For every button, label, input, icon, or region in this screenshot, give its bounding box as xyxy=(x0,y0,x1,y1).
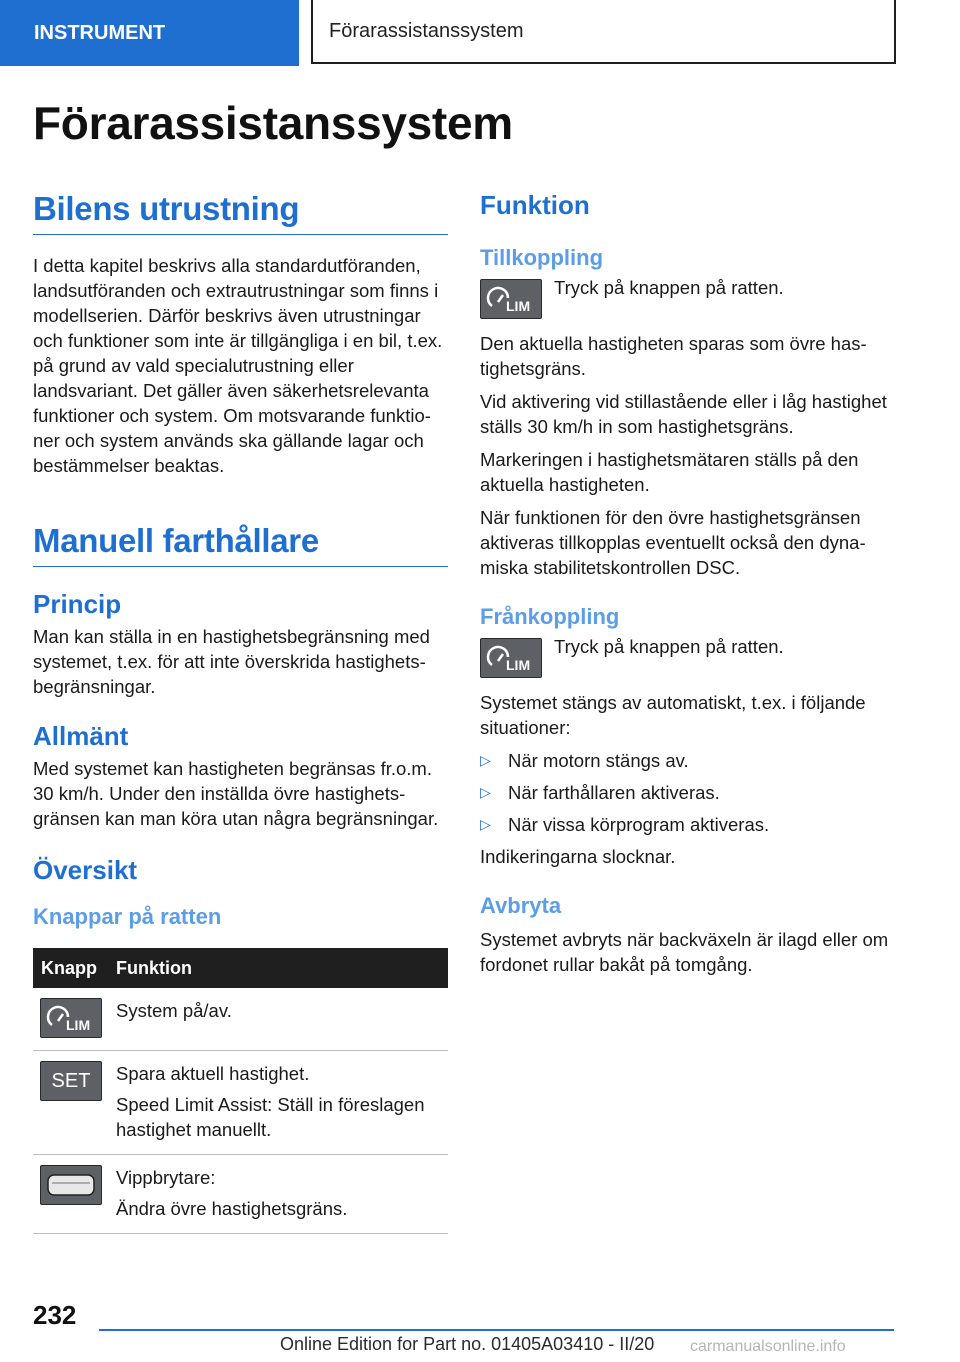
cancel-heading: Avbryta xyxy=(480,893,562,918)
overview-heading: Översikt xyxy=(33,855,138,885)
list-item: ▷ När farthållaren aktiveras. xyxy=(480,782,720,803)
page-number: 232 xyxy=(33,1300,77,1330)
lim-button-icon xyxy=(480,638,542,678)
lim-button-icon xyxy=(480,279,542,319)
on-key-row xyxy=(480,279,895,319)
edition-text: Online Edition for Part no. 01405A03410 - II/20 xyxy=(280,1334,655,1354)
on-text-4: När funktionen för den övre hastighetsgränsen aktiveras tillkopplas eventuellt också den dynamiska stabilitetskontrollen DSC. xyxy=(480,507,866,578)
page-title: Förarassistanssystem xyxy=(33,97,513,149)
lim-button-icon xyxy=(40,998,102,1038)
off-key-row xyxy=(480,638,895,678)
triangle-bullet-icon: ▷ xyxy=(480,784,491,800)
set-button-icon: SET xyxy=(40,1061,102,1101)
table-row xyxy=(33,1155,448,1234)
on-text-3: Markeringen i hastighetsmätaren ställs på den aktuella hastigheten. xyxy=(480,449,859,495)
table-header-button: Knapp xyxy=(33,948,116,988)
left-column xyxy=(33,190,448,1234)
table-cell-text: Ändra övre hastighetsgräns. xyxy=(116,1198,348,1219)
cancel-text: Systemet avbryts när backväxeln är ilagd eller om fordonet rullar bakåt på tomgång. xyxy=(480,929,889,975)
function-heading: Funktion xyxy=(480,190,590,220)
triangle-bullet-icon: ▷ xyxy=(480,816,491,832)
principle-heading: Princip xyxy=(33,589,122,619)
on-key-text: Tryck på knappen på ratten. xyxy=(554,277,784,298)
right-column xyxy=(480,190,895,977)
principle-text: Man kan ställa in en hastighetsbegränsning med systemet, t.ex. för att inte överskrida hastighetsbegränsningar. xyxy=(33,626,430,697)
svg-text:LIM: LIM xyxy=(66,1017,91,1033)
on-text-2: Vid aktivering vid stillastående eller i låg hastighet ställs 30 km/h in som hastighetsgräns. xyxy=(480,391,887,437)
cruise-heading: Manuell farthållare xyxy=(33,522,448,567)
list-item: ▷ När vissa körprogram aktiveras. xyxy=(480,814,770,835)
on-text-1: Den aktuella hastigheten sparas som övre hastighetsgräns. xyxy=(480,333,867,379)
table-cell-text: Speed Limit Assist: Ställ in föreslagen hastighet manuellt. xyxy=(116,1094,425,1140)
table-cell-text: Vippbrytare: xyxy=(116,1167,216,1188)
equipment-text: I detta kapitel beskrivs alla standardutföranden, landsutföranden och extrautrustningar som finns i modellserien. Därför beskrivs även utrustningar och funktioner som inte är tillgängliga i en bil, t.ex. på grund av vald specialutrustning eller landsvariant. Det gäller även säkerhetsrelevanta funktioner och system. Om motsvarande funktioner och system används ska gällande lagar och bestämmelser beaktas. xyxy=(33,255,443,476)
general-text: Med systemet kan hastigheten begränsas fr.o.m. 30 km/h. Under den inställda övre hastighetsgränsen kan man köra utan några begränsningar. xyxy=(33,758,439,829)
off-key-text: Tryck på knappen på ratten. xyxy=(554,636,784,657)
section-tab: INSTRUMENT xyxy=(0,0,299,66)
svg-text:LIM: LIM xyxy=(506,298,531,314)
rocker-switch-icon xyxy=(40,1165,102,1205)
off-heading: Frånkoppling xyxy=(480,604,620,629)
buttons-heading: Knappar på ratten xyxy=(33,904,222,929)
watermark: carmanualsonline.info xyxy=(690,1338,846,1355)
off-list xyxy=(480,748,895,837)
triangle-bullet-icon: ▷ xyxy=(480,752,491,768)
table-header-function: Funktion xyxy=(116,948,448,988)
on-heading: Tillkoppling xyxy=(480,245,604,270)
table-row xyxy=(33,988,448,1051)
chapter-tab: Förarassistanssystem xyxy=(311,0,896,64)
equipment-heading: Bilens utrustning xyxy=(33,190,448,235)
table-cell-text: Spara aktuell hastighet. xyxy=(116,1063,310,1084)
off-text-2: Indikeringarna slocknar. xyxy=(480,846,676,867)
table-row xyxy=(33,1051,448,1155)
buttons-table xyxy=(33,948,448,1234)
table-cell-text: System på/av. xyxy=(116,1000,232,1021)
off-text-1: Systemet stängs av automatiskt, t.ex. i följande situationer: xyxy=(480,692,866,738)
svg-text:LIM: LIM xyxy=(506,657,531,673)
list-item: ▷ När motorn stängs av. xyxy=(480,750,689,771)
footer-divider xyxy=(99,1329,894,1331)
general-heading: Allmänt xyxy=(33,721,129,751)
